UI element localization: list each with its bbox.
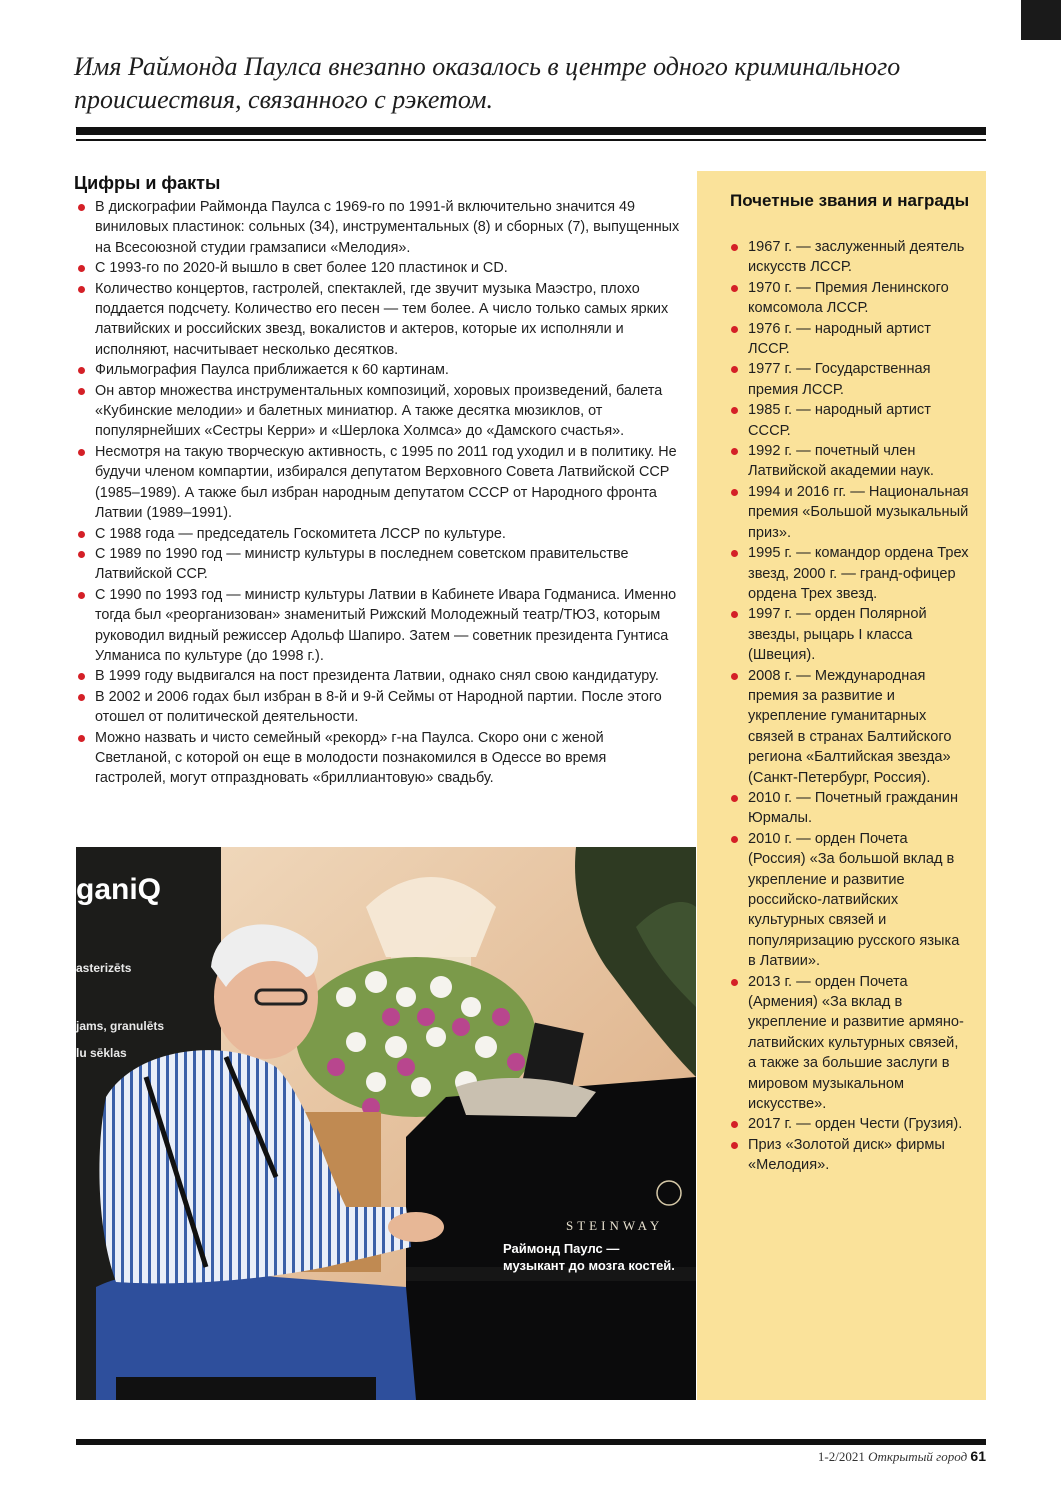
list-item: 1995 г. — командор ордена Трех звезд, 2000 г. — гранд-офицер ордена Трех звезд. bbox=[729, 543, 969, 604]
list-item: Несмотря на такую творческую активность, с 1995 по 2011 год уходил и в политику. Не будучи членом компартии, избирался депутатом Верховного Совета Латвийской ССР (1985–1989). А также был избран народным депутатом СССР от Народного фронта Латвии (1989–1991). bbox=[76, 442, 680, 524]
list-item: Можно назвать и чисто семейный «рекорд» г-на Паулса. Скоро они с женой Светланой, с которой он еще в молодости познакомился в Одессе во время гастролей, могут отпраздновать «бриллиантовую» свадьбу. bbox=[76, 728, 680, 789]
banner-text: jams, granulēts bbox=[76, 1019, 165, 1033]
awards-title: Почетные звания и награды bbox=[730, 191, 970, 210]
list-item: 1994 и 2016 гг. — Национальная премия «Большой музыкальный приз». bbox=[729, 482, 969, 543]
list-item: В дискографии Раймонда Паулса с 1969-го по 1991-й включительно значится 49 виниловых пластинок: сольных (34), инструментальных (8) и сборных (7), выпущенных на Всесоюзной студии грамзаписи «Мелодия». bbox=[76, 197, 680, 258]
list-item: С 1993-го по 2020-й вышло в свет более 120 пластинок и CD. bbox=[76, 258, 680, 278]
awards-sidebar bbox=[697, 171, 986, 1400]
piano-brand: STEINWAY bbox=[566, 1218, 664, 1233]
awards-list bbox=[729, 237, 969, 1176]
list-item: 1970 г. — Премия Ленинского комсомола ЛССР. bbox=[729, 278, 969, 319]
list-item: 1985 г. — народный артист СССР. bbox=[729, 400, 969, 441]
footer-rule bbox=[76, 1439, 986, 1445]
list-item: Количество концертов, гастролей, спектаклей, где звучит музыка Маэстро, плохо поддается подсчету. Количество его песен — тем более. А число только самых ярких латвийских и российских звезд, вокалистов и актеров, которые их исполняли и исполняют, насчитывает несколько десятков. bbox=[76, 279, 680, 361]
footer-magazine: Открытый город bbox=[868, 1449, 968, 1464]
list-item: Приз «Золотой диск» фирмы «Мелодия». bbox=[729, 1135, 969, 1176]
list-item: 2010 г. — орден Почета (Россия) «За большой вклад в укрепление и развитие российско-латвийских культурных связей и популяризацию русского языка в Латвии». bbox=[729, 829, 969, 972]
list-item: С 1990 по 1993 год — министр культуры Латвии в Кабинете Ивара Годманиса. Именно тогда был «реорганизован» знаменитый Рижский Молодежный театр/ТЮЗ, которым руководил видный режиссер Адольф Шапиро. Затем — советник президента Гунтиса Улманиса по культуре (до 1998 г.). bbox=[76, 585, 680, 667]
page-corner-tab bbox=[1021, 0, 1061, 40]
list-item: 1976 г. — народный артист ЛССР. bbox=[729, 319, 969, 360]
list-item: С 1989 по 1990 год — министр культуры в последнем советском правительстве Латвийской ССР. bbox=[76, 544, 680, 585]
list-item: Фильмография Паулса приближается к 60 картинам. bbox=[76, 360, 680, 380]
footer-issue: 1-2/2021 bbox=[817, 1449, 865, 1464]
page-footer bbox=[818, 1448, 986, 1465]
list-item: 1992 г. — почетный член Латвийской академии наук. bbox=[729, 441, 969, 482]
list-item: С 1988 года — председатель Госкомитета ЛССР по культуре. bbox=[76, 524, 680, 544]
list-item: В 1999 году выдвигался на пост президента Латвии, однако снял свою кандидатуру. bbox=[76, 666, 680, 686]
list-item: В 2002 и 2006 годах был избран в 8-й и 9-й Сеймы от Народной партии. После этого отошел от политической деятельности. bbox=[76, 687, 680, 728]
page-number: 61 bbox=[970, 1448, 986, 1464]
list-item: 1977 г. — Государственная премия ЛССР. bbox=[729, 359, 969, 400]
list-item: Он автор множества инструментальных композиций, хоровых произведений, балета «Кубинские мелодии» и балетных миниатюр. А также десятка мюзиклов, от популярнейших «Сестры Керри» и «Шерлока Холмса» до «Дамского счастья». bbox=[76, 381, 680, 442]
lead-paragraph: Имя Раймонда Паулса внезапно оказалось в центре одного криминального происшествия, связанного с рэкетом. bbox=[74, 52, 901, 114]
banner-text: ganiQ bbox=[76, 873, 162, 906]
list-item: 2017 г. — орден Чести (Грузия). bbox=[729, 1114, 969, 1134]
photo-caption: Раймонд Паулс — музыкант до мозга костей. bbox=[503, 1241, 675, 1273]
list-item: 1967 г. — заслуженный деятель искусств ЛССР. bbox=[729, 237, 969, 278]
list-item: 2008 г. — Международная премия за развитие и укрепление гуманитарных связей в странах Балтийского региона «Балтийская звезда» (Санкт-Петербург, Россия). bbox=[729, 666, 969, 788]
list-item: 2010 г. — Почетный гражданин Юрмалы. bbox=[729, 788, 969, 829]
list-item: 2013 г. — орден Почета (Армения) «За вклад в укрепление и развитие армяно-латвийских культурных связей, а также за большие заслуги в мировом музыкальном искусстве». bbox=[729, 972, 969, 1115]
facts-title: Цифры и факты bbox=[74, 173, 221, 193]
list-item: 1997 г. — орден Полярной звезды, рыцарь I класса (Швеция). bbox=[729, 604, 969, 665]
header-rule-thick bbox=[76, 127, 986, 135]
photo-pauls-at-piano bbox=[76, 847, 696, 1400]
banner-text: asterizēts bbox=[76, 961, 132, 975]
header-rule-thin bbox=[76, 139, 986, 141]
banner-text: lu sēklas bbox=[76, 1046, 127, 1060]
facts-list bbox=[76, 197, 680, 789]
